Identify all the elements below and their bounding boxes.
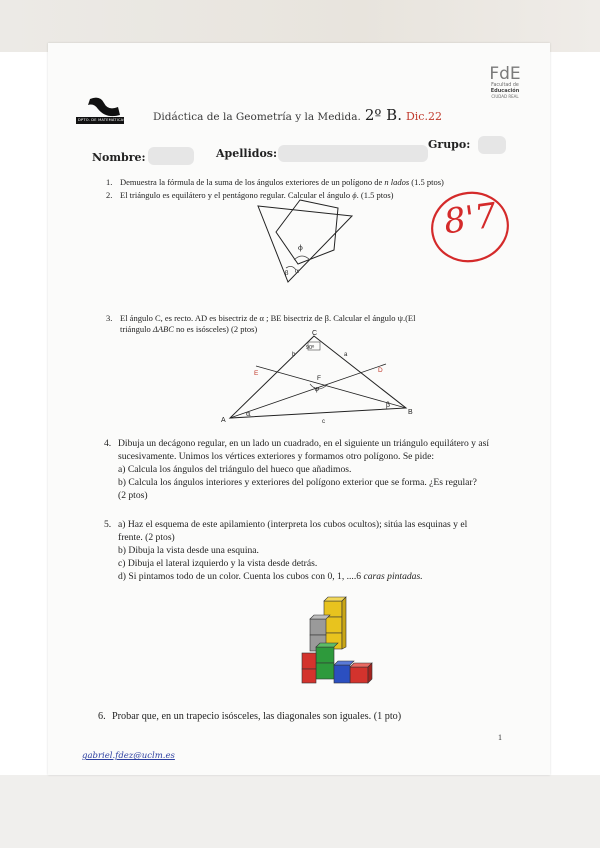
bisector-be xyxy=(256,366,406,408)
faculty-logo xyxy=(480,65,530,99)
grade-value: 8'7 xyxy=(441,195,500,243)
point-f: F xyxy=(317,375,321,382)
q3-number: 3. xyxy=(106,313,113,323)
q4-line1: Dibuja un decágono regular, en un lado un cuadrado, en el siguiente un triángulo equilátero y así xyxy=(118,438,489,449)
course-title: Didáctica de la Geometría y la Medida. xyxy=(153,111,361,123)
q5-part-d xyxy=(118,571,423,583)
figure-right-triangle xyxy=(218,328,428,428)
alpha-label: α xyxy=(246,410,251,418)
beta-label: β xyxy=(386,401,391,409)
side-b: b xyxy=(292,352,296,358)
faculty-line2: Educación xyxy=(490,87,520,94)
page-number: 1 xyxy=(498,733,502,742)
point-e: E xyxy=(254,370,259,377)
vertex-c: C xyxy=(312,330,318,337)
q1-variable: n lados xyxy=(384,177,410,187)
q1-points: (1.5 ptos) xyxy=(411,177,444,187)
course-group: 2º B. xyxy=(364,106,402,124)
q3-line2-suffix: no es isósceles) (2 ptos) xyxy=(176,324,258,334)
side-c: c xyxy=(322,419,325,425)
question-1 xyxy=(106,177,444,188)
vertex-b: B xyxy=(408,409,413,416)
q5-d-prefix: d) Si pintamos todo de un color. Cuenta los cubos con 0, 1, ....6 xyxy=(118,571,362,582)
faculty-line1: Facultad de xyxy=(491,83,519,88)
faculty-line3: CIUDAD REAL xyxy=(491,94,519,100)
figure-triangle-pentagon xyxy=(248,198,358,288)
q1-number: 1. xyxy=(106,177,113,187)
q6-number: 6. xyxy=(98,711,106,722)
right-angle-label: 90º xyxy=(306,345,315,351)
q4-part-a: a) Calcula los ángulos del triángulo del hueco que añadimos. xyxy=(118,464,352,475)
department-logo xyxy=(76,95,126,127)
q2-text: El triángulo es equilátero y el pentágono regular. Calcular el ángulo xyxy=(120,190,351,200)
q5-line2: frente. (2 ptos) xyxy=(118,532,175,543)
cube-stack xyxy=(298,595,384,693)
q6-text: Probar que, en un trapecio isósceles, las diagonales son iguales. (1 pto) xyxy=(112,711,402,722)
q5-part-c: c) Dibuja el lateral izquierdo y la vista desde detrás. xyxy=(118,558,318,569)
q3-tri: ΔABC xyxy=(152,324,174,334)
header-title xyxy=(153,106,442,125)
exam-date: Dic.22 xyxy=(405,110,442,123)
dept-label: DPTO. DE MATEMÁTICAS xyxy=(78,118,126,122)
q2-phi: ϕ xyxy=(352,190,357,200)
fde-mark: FdE xyxy=(489,64,521,84)
q2-number: 2. xyxy=(106,190,113,200)
q3-line1: El ángulo C, es recto. AD es bisectriz de α ; BE bisectriz de β. Calcular el ángulo ψ.(El xyxy=(120,313,416,323)
q5-d-italic: caras pintadas. xyxy=(363,571,423,582)
regular-pentagon xyxy=(276,200,338,264)
alpha-label: α xyxy=(295,268,300,275)
background-bottom xyxy=(0,775,600,848)
side-a: a xyxy=(344,352,348,358)
grupo-label: Grupo: xyxy=(428,138,471,151)
nombre-label: Nombre: xyxy=(92,151,146,164)
apellidos-redacted xyxy=(278,145,428,162)
equilateral-triangle xyxy=(258,206,352,282)
q5-line1: a) Haz el esquema de este apilamiento (interpreta los cubos ocultos); sitúa las esquinas y el xyxy=(118,519,468,530)
grupo-redacted xyxy=(478,136,506,154)
author-email[interactable]: gabriel.fdez@uclm.es xyxy=(82,751,175,761)
exam-sheet xyxy=(48,43,550,775)
apellidos-label: Apellidos: xyxy=(216,147,278,160)
point-d: D xyxy=(378,367,383,374)
q4-line2: sucesivamente. Unimos los vértices exteriores y formamos otro polígono. Se pide: xyxy=(118,451,434,462)
q5-part-b: b) Dibuja la vista desde una esquina. xyxy=(118,545,259,556)
nombre-redacted xyxy=(148,147,194,165)
phi-label: ϕ xyxy=(298,244,303,252)
q4-number: 4. xyxy=(104,438,112,449)
psi-label: ψ xyxy=(314,385,320,393)
beta-label: β xyxy=(285,270,289,277)
q4-part-b: b) Calcula los ángulos interiores y exteriores del polígono exterior que se forma. ¿Es regular? xyxy=(118,477,477,488)
question-5 xyxy=(104,519,467,531)
vertex-a: A xyxy=(221,417,226,424)
question-6 xyxy=(98,711,401,724)
q5-number: 5. xyxy=(104,519,112,530)
q4-points: (2 ptos) xyxy=(118,490,148,501)
question-4 xyxy=(104,438,489,450)
q3-tri-prefix: triángulo xyxy=(120,324,151,334)
question-3 xyxy=(106,313,415,324)
q2-points: . (1.5 ptos) xyxy=(356,190,394,200)
q1-text: Demuestra la fórmula de la suma de los ángulos exteriores de un polígono de xyxy=(120,177,383,187)
